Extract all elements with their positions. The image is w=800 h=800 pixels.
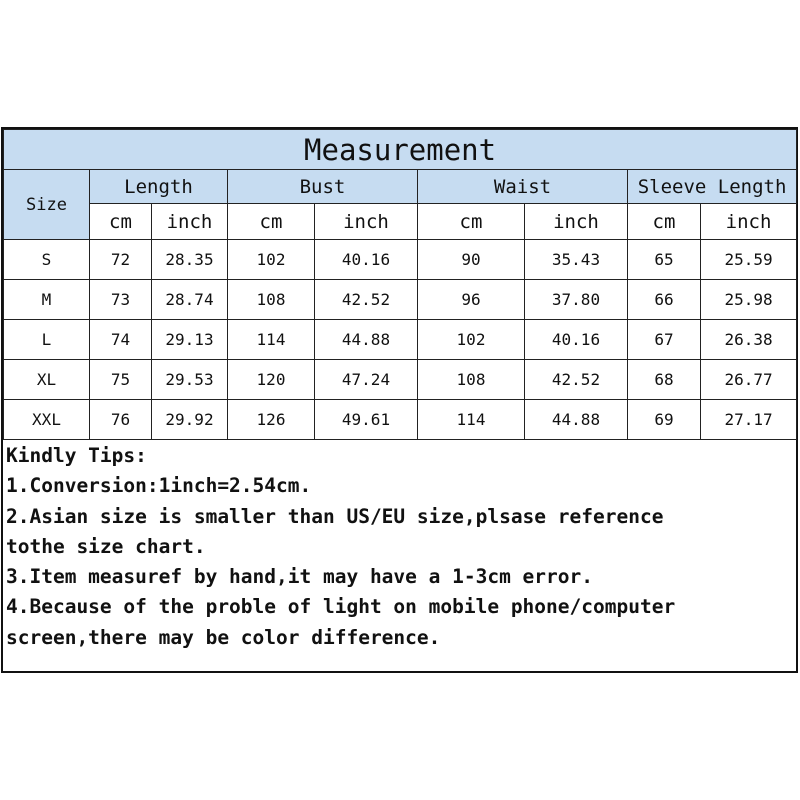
table-row	[4, 320, 797, 360]
value-cell: 25.59	[701, 240, 797, 280]
value-cell: 108	[228, 280, 315, 320]
tips-heading: Kindly Tips:	[6, 444, 147, 467]
size-cell: S	[4, 240, 90, 280]
tip-line: screen,there may be color difference.	[6, 625, 441, 649]
value-cell: 73	[90, 280, 152, 320]
tip-line: 3.Item measuref by hand,it may have a 1-3cm error.	[6, 565, 593, 589]
value-cell: 29.92	[152, 400, 228, 440]
tip-line: 2.Asian size is smaller than US/EU size,plsase reference	[6, 504, 664, 528]
sleeve-length-header: Sleeve Length	[628, 170, 797, 204]
value-cell: 42.52	[315, 280, 418, 320]
length-inch-header: inch	[152, 204, 228, 240]
value-cell: 76	[90, 400, 152, 440]
value-cell: 37.80	[525, 280, 628, 320]
waist-header: Waist	[418, 170, 628, 204]
value-cell: 27.17	[701, 400, 797, 440]
value-cell: 114	[418, 400, 525, 440]
bust-header: Bust	[228, 170, 418, 204]
size-cell: M	[4, 280, 90, 320]
table-row	[4, 280, 797, 320]
value-cell: 69	[628, 400, 701, 440]
value-cell: 102	[228, 240, 315, 280]
value-cell: 40.16	[525, 320, 628, 360]
tip-line: 4.Because of the proble of light on mobile phone/computer	[6, 595, 676, 619]
table-row	[4, 360, 797, 400]
value-cell: 47.24	[315, 360, 418, 400]
kindly-tips	[6, 441, 796, 653]
bust-cm-header: cm	[228, 204, 315, 240]
size-cell: XXL	[4, 400, 90, 440]
value-cell: 44.88	[525, 400, 628, 440]
value-cell: 28.74	[152, 280, 228, 320]
value-cell: 72	[90, 240, 152, 280]
tip-line: tothe size chart.	[6, 534, 206, 558]
length-cm-header: cm	[90, 204, 152, 240]
value-cell: 66	[628, 280, 701, 320]
value-cell: 65	[628, 240, 701, 280]
value-cell: 25.98	[701, 280, 797, 320]
bust-inch-header: inch	[315, 204, 418, 240]
value-cell: 49.61	[315, 400, 418, 440]
size-cell: L	[4, 320, 90, 360]
title-row	[4, 130, 797, 170]
value-cell: 40.16	[315, 240, 418, 280]
value-cell: 28.35	[152, 240, 228, 280]
value-cell: 35.43	[525, 240, 628, 280]
tip-line: 1.Conversion:1inch=2.54cm.	[6, 474, 312, 498]
sleeve-cm-header: cm	[628, 204, 701, 240]
length-header: Length	[90, 170, 228, 204]
value-cell: 29.13	[152, 320, 228, 360]
size-column-header: Size	[4, 170, 90, 240]
size-chart	[1, 127, 798, 673]
value-cell: 67	[628, 320, 701, 360]
sleeve-inch-header: inch	[701, 204, 797, 240]
value-cell: 26.77	[701, 360, 797, 400]
size-cell: XL	[4, 360, 90, 400]
value-cell: 68	[628, 360, 701, 400]
value-cell: 114	[228, 320, 315, 360]
value-cell: 126	[228, 400, 315, 440]
value-cell: 26.38	[701, 320, 797, 360]
table-row	[4, 400, 797, 440]
value-cell: 90	[418, 240, 525, 280]
table-row	[4, 240, 797, 280]
value-cell: 120	[228, 360, 315, 400]
unit-header-row	[4, 204, 797, 240]
group-header-row	[4, 170, 797, 204]
value-cell: 44.88	[315, 320, 418, 360]
value-cell: 108	[418, 360, 525, 400]
value-cell: 102	[418, 320, 525, 360]
value-cell: 42.52	[525, 360, 628, 400]
value-cell: 96	[418, 280, 525, 320]
table-title: Measurement	[4, 130, 797, 170]
waist-cm-header: cm	[418, 204, 525, 240]
value-cell: 29.53	[152, 360, 228, 400]
waist-inch-header: inch	[525, 204, 628, 240]
size-table	[3, 129, 797, 440]
value-cell: 75	[90, 360, 152, 400]
value-cell: 74	[90, 320, 152, 360]
